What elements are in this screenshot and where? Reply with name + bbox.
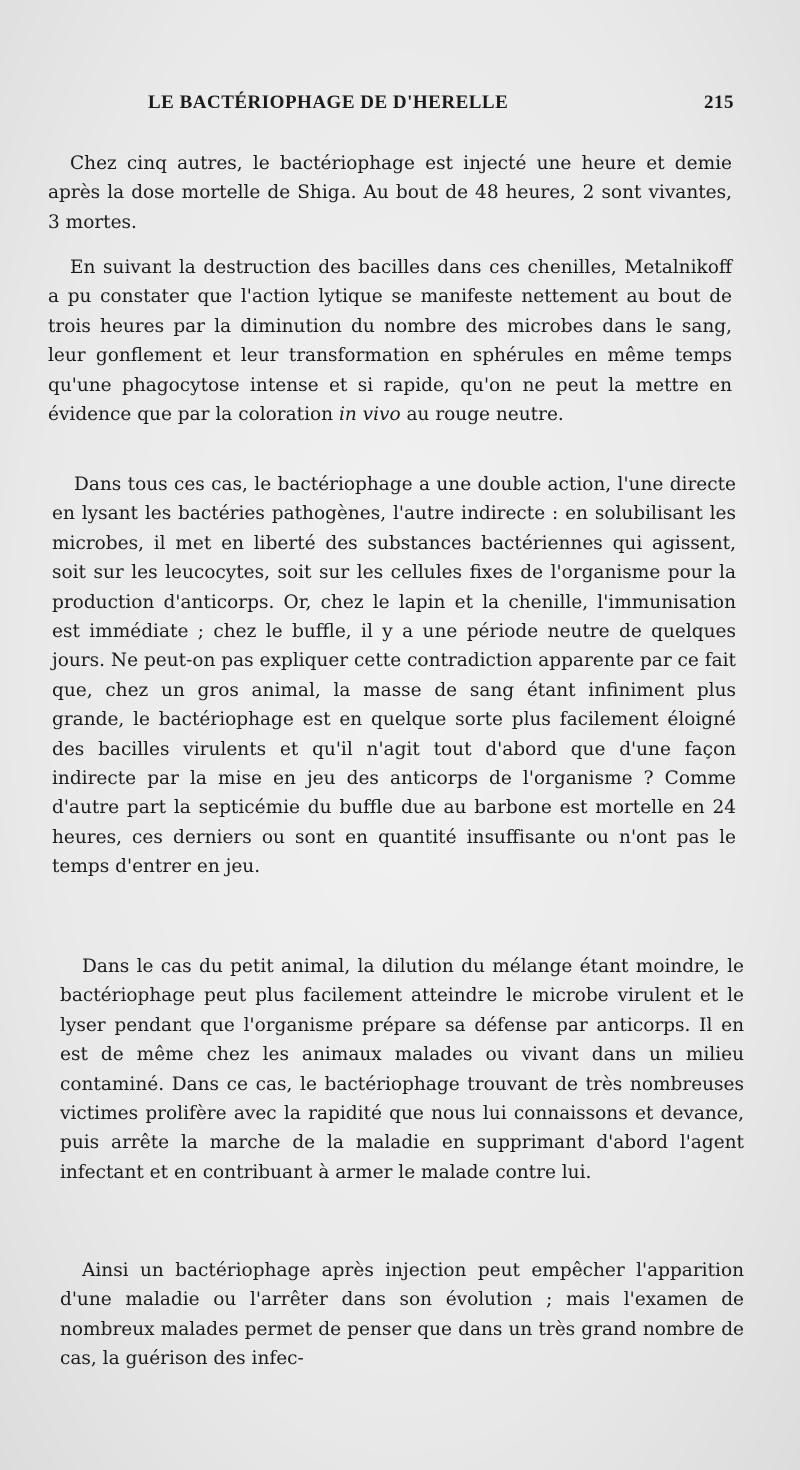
paragraph-4: Dans le cas du petit animal, la dilution du mélange étant moindre, le bactériophage peut plus facilement atteindre le microbe virulent et le lyser pendant que l'organisme prépare sa défense par anticorps. Il en est de même chez les animaux malades ou vivant dans un milieu contaminé. Dans ce cas, le bactériophage trouvant de très nombreuses victimes prolifère avec la rapidité que nous lui connaissons et devance, puis arrête la marche de la maladie en supprimant d'abord l'agent infectant et en contribuant à armer le malade contre lui.	[60, 956, 744, 1183]
paragraph-2	[48, 253, 732, 429]
paragraph-2-text-after: au rouge neutre.	[400, 404, 564, 426]
page-header	[148, 92, 734, 122]
paragraph-2-italic-term: in vivo	[338, 404, 401, 426]
paragraph-3: Dans tous ces cas, le bactériophage a une double action, l'une directe en lysant les bactéries pathogènes, l'autre indirecte : en solubilisant les microbes, il met en liberté des substances bactériennes qui agissent, soit sur les leucocytes, soit sur les cellules fixes de l'organisme pour la production d'anticorps. Or, chez le lapin et la chenille, l'immunisation est immédiate ; chez le buffle, il y a une période neutre de quelques jours. Ne peut-on pas expliquer cette contradiction apparente par ce fait que, chez un gros animal, la masse de sang étant infiniment plus grande, le bactériophage est en quelque sorte plus facilement éloigné des bacilles virulents et qu'il n'agit tout d'abord que d'une façon indirecte par la mise en jeu des anticorps de l'organisme ? Comme d'autre part la septicémie du buffle due au barbone est mortelle en 24 heures, ces derniers ou sont en quantité insuffisante ou n'ont pas le temps d'entrer en jeu.	[52, 474, 736, 878]
paragraph-2-text-before: En suivant la destruction des bacilles dans ces chenilles, Metalnikoff a pu constater que l'action lytique se manifeste nettement au bout de trois heures par la diminution du nombre des microbes dans le sang, leur gonflement et leur transformation en sphérules en même temps qu'une phagocytose intense et si rapide, qu'on ne peut la mettre en évidence que par la coloration	[48, 257, 732, 426]
page-number: 215	[704, 92, 734, 113]
running-title: LE BACTÉRIOPHAGE DE D'HERELLE	[148, 92, 509, 113]
paragraph-1: Chez cinq autres, le bactériophage est injecté une heure et demie après la dose mortelle de Shiga. Au bout de 48 heures, 2 sont vivantes, 3 mortes.	[48, 153, 732, 233]
paragraph-5: Ainsi un bactériophage après injection peut empêcher l'apparition d'une maladie ou l'arrêter dans son évolution ; mais l'examen de nombreux malades permet de penser que dans un très grand nombre de cas, la guérison des infec-	[60, 1260, 744, 1370]
